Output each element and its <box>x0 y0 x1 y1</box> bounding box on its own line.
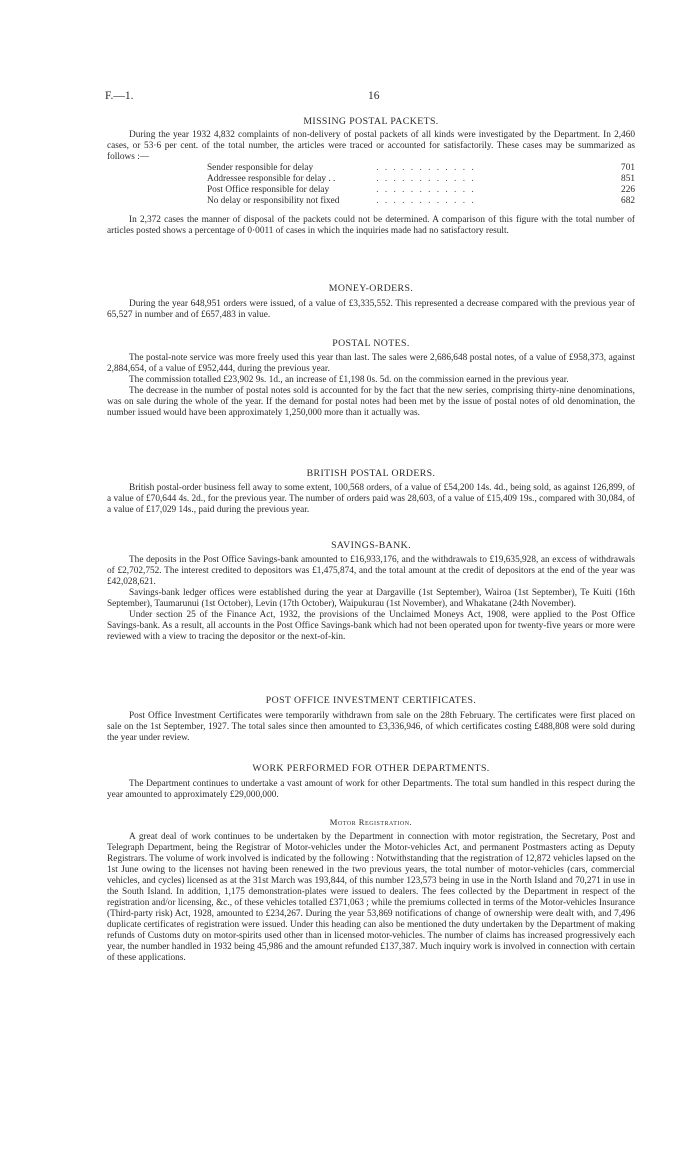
paragraph: The postal-note service was more freely used this year than last. The sales were 2,686,648 postal notes, of a value of £958,373, against 2,884,654, of a value of £952,444, during the previous year. <box>107 353 635 374</box>
leader-dots: . . . . . . . . . . . . <box>376 163 476 173</box>
leader-dots: . . . . . . . . . . . . <box>376 196 476 206</box>
missing-postal-packets-section <box>107 116 635 237</box>
table-row <box>207 185 635 196</box>
other-departments-section <box>107 763 635 801</box>
paragraph: British postal-order business fell away to some extent, 100,568 orders, of a value of £54,200 14s. 4d., being sold, as against 126,899, of a value of £70,644 4s. 2d., for the previous year. The number of orders paid was 28,603, of a value of £15,409 19s., compared with 30,084, of a value of £17,029 14s., paid during the previous year. <box>107 483 635 515</box>
paragraph: During the year 648,951 orders were issued, of a value of £3,335,552. This represented a decrease compared with the previous year of 65,527 in number and of £657,483 in value. <box>107 299 635 320</box>
section-title: WORK PERFORMED FOR OTHER DEPARTMENTS. <box>252 763 490 774</box>
paragraph: The commission totalled £23,902 9s. 1d., an increase of £1,198 0s. 5d. on the commission earned in the previous year. <box>129 375 569 385</box>
row-label: Sender responsible for delay <box>207 163 314 173</box>
row-value: 701 <box>621 163 635 173</box>
paragraph: The deposits in the Post Office Savings-bank amounted to £16,933,176, and the withdrawals to £19,635,928, an excess of withdrawals of £2,702,752. The interest credited to depositors was £1,475,874, and the total amount at the credit of depositors at the end of the year was £42,028,621. <box>107 555 635 587</box>
paragraph: A great deal of work continues to be undertaken by the Department in connection with motor registration, the Secretary, Post and Telegraph Department, being the Registrar of Motor-vehicles under the Motor-vehicles Act, and permanent Postmasters acting as Deputy Registrars. The volume of work involved is indicated by the following : Notwithstanding that the registration of 12,872 vehicles lapsed on the 1st June owing to the licenses not having been renewed in the two previous years, the total number of motor-vehicles (cars, commercial vehicles, and cycles) licensed as at the 31st March was 193,844, of this number 123,573 being in use in the North Island and 70,271 in use in the South Island. In addition, 1,175 demonstration-plates were issued to dealers. The fees collected by the Department in respect of the registration and/or licensing, &c., of these vehicles totalled £371,063 ; while the premiums collected in terms of the Motor-vehicles Insurance (Third-party risk) Act, 1928, amounted to £234,267. During the year 53,869 notifications of change of ownership were dealt with, and 7,496 duplicate certificates of registration were issued. Under this heading can also be mentioned the duty undertaken by the Department of making refunds of Customs duty on motor-spirits used other than in licensed motor-vehicles. The number of claims has increased progressively each year, the number handled in 1932 being 45,986 and the amount refunded £137,387. Much inquiry work is involved in connection with certain of these applications. <box>107 832 635 963</box>
row-value: 851 <box>621 174 635 184</box>
table-row <box>207 174 635 185</box>
motor-registration-section <box>107 817 635 964</box>
row-label: Post Office responsible for delay <box>207 185 330 195</box>
page-header <box>0 90 700 104</box>
page-number: 16 <box>368 90 380 102</box>
paragraph: The decrease in the number of postal notes sold is accounted for by the fact that the new series, comprising thirty-nine denominations, was on sale during the whole of the year. If the demand for postal notes had been met by the issue of postal notes of old denomination, the number issued would have been approximately 1,250,000 more than it actually was. <box>107 386 635 418</box>
paragraph: The Department continues to undertake a vast amount of work for other Departments. The total sum handled in this respect during the year amounted to approximately £29,000,000. <box>107 779 635 800</box>
paragraph: Post Office Investment Certificates were temporarily withdrawn from sale on the 28th February. The certificates were first placed on sale on the 1st September, 1927. The total sales since then amounted to £3,336,946, of which certificates costing £488,808 were sold during the year under review. <box>107 711 635 743</box>
row-value: 226 <box>621 185 635 195</box>
section-title: POST OFFICE INVESTMENT CERTIFICATES. <box>265 695 477 706</box>
paragraph: During the year 1932 4,832 complaints of non-delivery of postal packets of all kinds were investigated by the Department. In 2,460 cases, or 53·6 per cent. of the total number, the articles were traced or accounted for satisfactorily. These cases may be summarized as follows :— <box>107 130 635 162</box>
table-row <box>207 163 635 174</box>
row-label: Addressee responsible for delay . . <box>207 174 336 184</box>
section-title: POSTAL NOTES. <box>332 338 410 349</box>
row-label: No delay or responsibility not fixed <box>207 196 340 206</box>
table-row <box>207 196 635 207</box>
british-postal-orders-section <box>107 468 635 516</box>
section-title: MONEY-ORDERS. <box>328 283 414 294</box>
section-title: SAVINGS-BANK. <box>331 540 411 551</box>
leader-dots: . . . . . . . . . . . . <box>376 174 476 184</box>
section-title: MISSING POSTAL PACKETS. <box>303 116 439 127</box>
subsection-title: Motor Registration. <box>329 817 413 827</box>
row-value: 682 <box>621 196 635 206</box>
postal-notes-section <box>107 338 635 419</box>
paragraph: Savings-bank ledger offices were established during the year at Dargaville (1st September), Wairoa (1st September), Te Kuiti (16th September), Taumarunui (1st October), Levin (17th October), Waipukurau (1st November), and Whakatane (24th November). <box>107 588 635 609</box>
summary-table <box>207 163 635 207</box>
document-reference: F.—1. <box>105 90 134 102</box>
money-orders-section <box>107 283 635 321</box>
savings-bank-section <box>107 540 635 643</box>
leader-dots: . . . . . . . . . . . . <box>376 185 476 195</box>
section-title: BRITISH POSTAL ORDERS. <box>306 468 436 479</box>
investment-certificates-section <box>107 695 635 744</box>
paragraph: Under section 25 of the Finance Act, 1932, the provisions of the Unclaimed Moneys Act, 1908, were applied to the Post Office Savings-bank. As a result, all accounts in the Post Office Savings-bank which had not been operated upon for twenty-five years or more were reviewed with a view to tracing the depositor or the next-of-kin. <box>107 610 635 642</box>
paragraph: In 2,372 cases the manner of disposal of the packets could not be determined. A comparison of this figure with the total number of articles posted shows a percentage of 0·0011 of cases in which the inquiries made had no satisfactory result. <box>107 215 635 236</box>
